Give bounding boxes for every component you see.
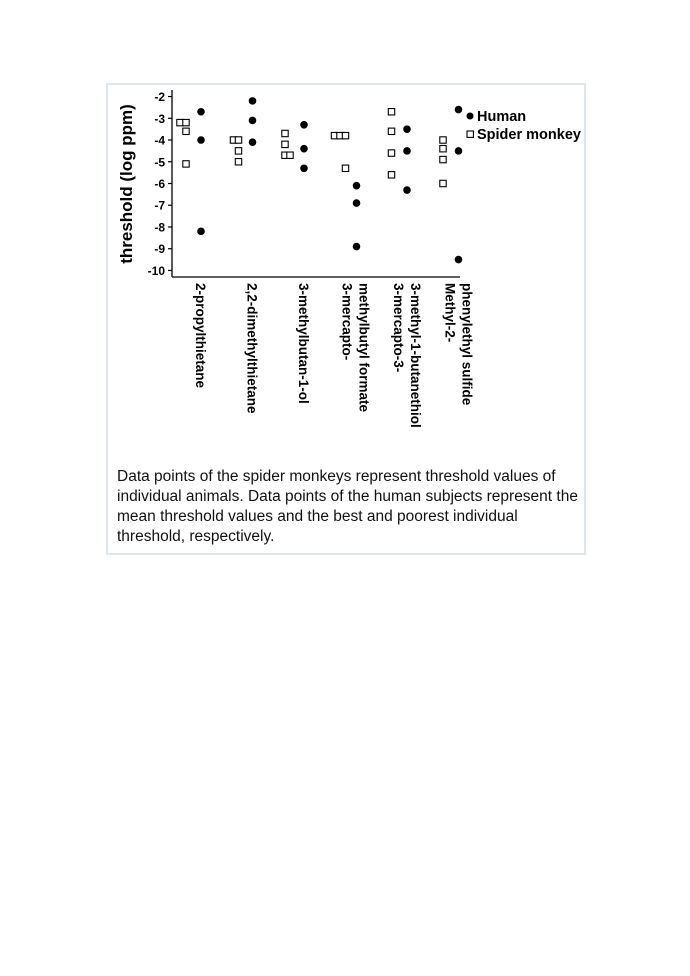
category-label [443,283,475,406]
spider-monkey-data-point [177,119,183,125]
human-data-point [455,147,463,155]
category-label-line: methylbutyl formate [356,283,372,413]
human-data-point [197,108,205,116]
spider-monkey-data-point [183,161,189,167]
spider-monkey-data-point [282,130,288,136]
category-label [245,283,260,414]
human-data-point [300,164,308,172]
category-label [340,283,372,413]
y-tick-label: -3 [154,111,165,126]
spider-monkey-data-point [183,128,189,134]
legend [467,109,581,143]
category-label [296,283,311,404]
spider-monkey-data-point [440,146,446,152]
spider-monkey-data-point [388,150,394,156]
category-label-line: 3-methyl-1-butanethiol [408,283,423,428]
spider-monkey-data-point [342,165,348,171]
human-data-point [353,199,361,207]
legend-human-marker [467,113,474,120]
y-tick-label: -10 [147,263,165,278]
spider-monkey-data-point [388,128,394,134]
human-data-point [353,182,361,190]
spider-monkey-data-point [235,148,241,154]
scatter-chart [108,85,584,465]
data-points [177,97,463,263]
y-ticks [148,90,172,278]
human-data-point [403,125,411,133]
y-tick-label: -5 [154,155,165,170]
category-label [193,283,208,389]
human-data-point [403,186,411,194]
y-tick-label: -2 [154,90,165,105]
y-tick-label: -7 [154,198,165,213]
spider-monkey-data-point [388,172,394,178]
spider-monkey-data-point [235,137,241,143]
category-label-line: 3-mercapto- [339,283,355,361]
figure-caption: Data points of the spider monkeys represent threshold values of individual animals. Data points of the human subjects represent the mean threshold values and the best and poorest individual threshold, respectively. [117,468,578,545]
spider-monkey-data-point [235,159,241,165]
human-data-point [249,97,257,105]
category-label-line: 2,2-dimethylthietane [244,283,260,414]
category-label-line: Methyl-2- [442,283,458,343]
spider-monkey-data-point [183,119,189,125]
legend-label: Human [477,109,527,125]
spider-monkey-data-point [282,141,288,147]
spider-monkey-data-point [388,109,394,115]
human-data-point [249,138,257,146]
human-data-point [455,106,463,114]
human-data-point [455,256,463,264]
spider-monkey-data-point [342,132,348,138]
human-data-point [353,243,361,251]
category-label-line: 2-propylthietane [193,283,208,389]
category-label-line: 3-mercapto-3- [391,283,406,373]
y-tick-label: -6 [154,177,165,191]
y-axis-label: threshold (log ppm) [117,104,136,264]
human-data-point [300,121,308,129]
legend-label: Spider monkey [477,127,581,143]
spider-monkey-data-point [440,156,446,162]
human-data-point [197,136,205,144]
human-data-point [197,228,205,236]
human-data-point [249,117,257,125]
legend-spider-monkey-marker [467,131,473,137]
human-data-point [403,147,411,155]
x-category-labels [193,283,475,428]
y-tick-label: -9 [154,242,165,257]
spider-monkey-data-point [440,137,446,143]
category-label-line: 3-methylbutan-1-ol [296,283,311,404]
y-tick-label: -8 [154,220,165,235]
figure-card [106,83,586,555]
category-label [391,283,423,428]
spider-monkey-data-point [440,180,446,186]
category-label-line: phenylethyl sulfide [459,283,475,406]
spider-monkey-data-point [287,152,293,158]
human-data-point [300,145,308,153]
y-tick-label: -4 [154,133,165,148]
